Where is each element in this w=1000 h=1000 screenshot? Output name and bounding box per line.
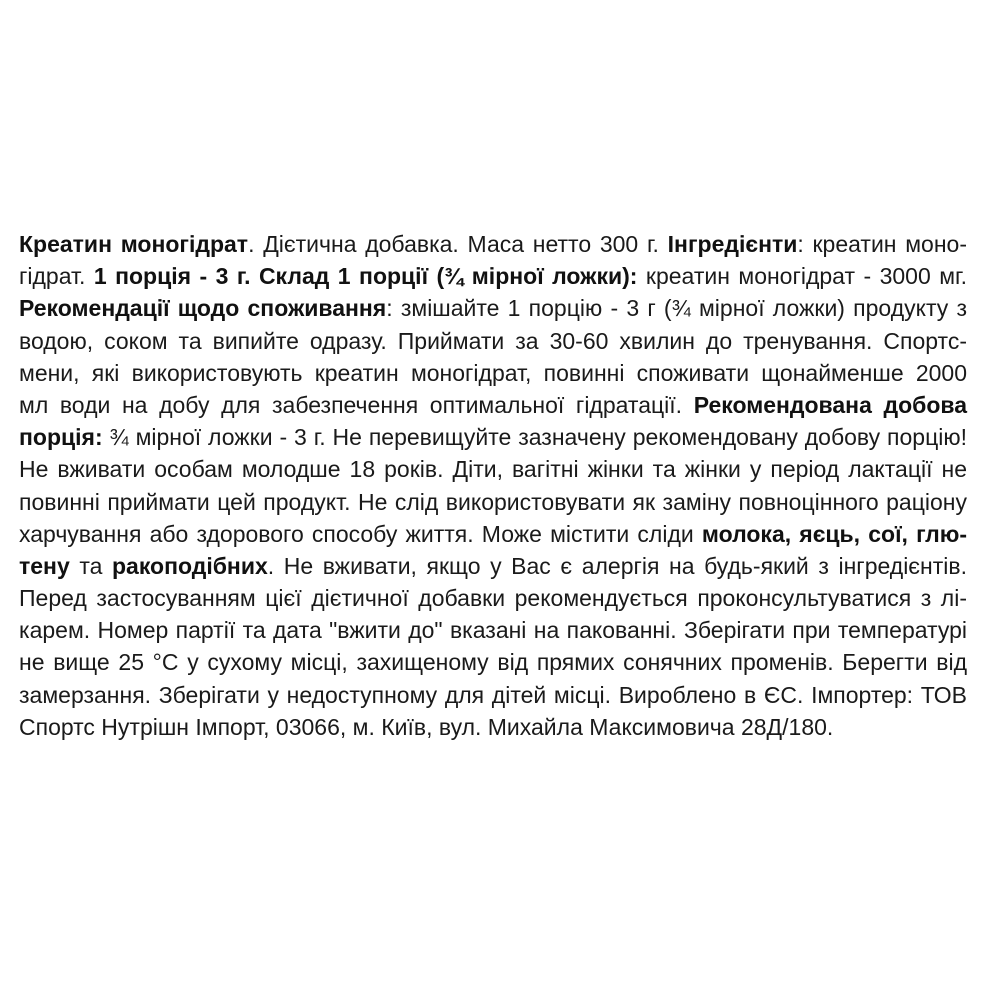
text-run: водою, соком та випийте одразу. Приймати за 30-60 хвилин до тренування. Спортс- [19,327,967,354]
text-run: та [69,552,112,579]
text-line [19,518,967,550]
text-run: Перед застосуванням цієї дієтичної добавки рекомендується проконсультуватися з лі- [19,585,967,612]
daily-serving-heading-cont: порція: [19,424,103,451]
text-line [19,486,967,518]
text-run: : креатин моно- [797,231,967,257]
text-run: : змішайте 1 порцію - 3 г (¾ мірної ложки) продукту з [386,295,967,322]
product-label-text [19,228,967,743]
daily-serving-heading: Рекомендована добова [693,391,968,418]
text-line [19,550,967,582]
allergen-crustaceans: ракоподібних [112,552,268,579]
text-run: повинні приймати цей продукт. Не слід використовувати як заміну повноцінного раціону [19,488,967,515]
text-line [19,357,967,389]
text-run: . Дієтична добавка. Маса нетто 300 г. [248,231,668,257]
text-line [19,325,967,357]
text-run: карем. Номер партії та дата "вжити до" вказані на пакованні. Зберігати при температурі [19,617,967,644]
text-run: мени, які використовують креатин моногідрат, повинні споживати щонайменше 2000 [19,359,967,386]
text-run: мл води на добу для забезпечення оптимальної гідратації. [19,391,694,418]
text-run: креатин моногідрат - 3000 мг. [637,263,967,290]
text-run: Спортс Нутрішн Імпорт, 03066, м. Київ, вул. Михайла Максимовича 28Д/180. [19,713,834,740]
text-line [19,614,967,646]
serving-composition-heading: 1 порція - 3 г. Склад 1 порції (¾ мірної ложки): [93,263,638,290]
text-run: ¾ мірної ложки - 3 г. Не перевищуйте зазначену рекомендовану добову порцію! [102,424,967,451]
ingredients-heading: Інгредієнти [667,231,798,257]
text-run: . Не вживати, якщо у Вас є алергія на будь-який з інгредієнтів. [267,552,967,579]
text-line [19,421,967,453]
text-run: гідрат. [19,263,94,290]
usage-heading: Рекомендації щодо споживання [19,295,387,322]
text-line [19,453,967,485]
text-run: не вище 25 °С у сухому місці, захищеному від прямих сонячних променів. Берегти від [19,649,967,676]
text-line [19,389,967,421]
text-line [19,646,967,678]
text-line [19,292,967,324]
text-line [19,582,967,614]
text-line [19,679,967,711]
text-line [19,260,967,292]
text-line [19,228,967,260]
text-run: харчування або здорового способу життя. Може містити сліди [19,520,702,547]
product-name: Креатин моногідрат [19,231,249,257]
text-line [19,711,967,743]
text-run: замерзання. Зберігати у недоступному для дітей місці. Вироблено в ЄС. Імпортер: ТОВ [19,681,967,708]
text-run: Не вживати особам молодше 18 років. Діти, вагітні жінки та жінки у період лактації не [19,456,967,483]
allergen-list-cont: тену [19,552,70,579]
allergen-list: молока, яєць, сої, глю- [701,520,967,547]
